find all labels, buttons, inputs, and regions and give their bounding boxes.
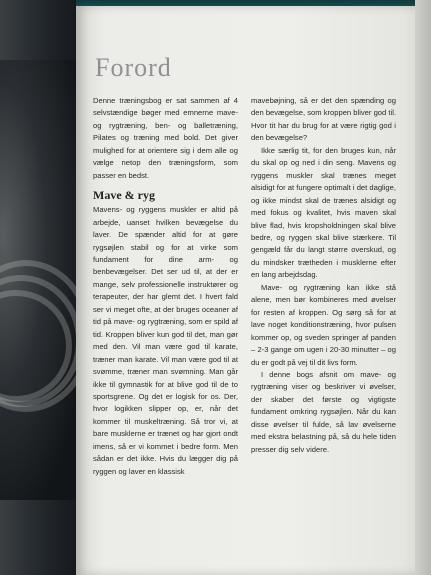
- facing-page: [0, 0, 78, 575]
- right-column: [251, 95, 396, 456]
- left-column: [93, 95, 238, 478]
- section-heading: Mave & ryg: [93, 188, 155, 203]
- body-paragraph: mavebøjning, så er det den spænding og den bevægelse, som kroppen bliver god til. Hvor tit har du brug for at være rigtig god i den bevægelse?: [251, 96, 396, 143]
- body-paragraph: Ikke særlig tit, for den bruges kun, når du skal op og ned i din seng. Mavens og ryggens muskler skal trænes meget alsidigt for at fungere optimalt i det daglige, og ikke mindst skal de trænes alsidigt og med fokus og kvalitet, hvis maven skal blive flad, hvis kropsholdningen skal blive bedre, og ryggen skal blive stærkere. Til gengæld får du langt større overskud, og du mindsker trætheden i musklerne efter en lang arbejdsdag.: [251, 145, 396, 280]
- intro-paragraph: Denne træningsbog er sat sammen af 4 selvstændige bøger med emnerne mave- og rygtræning, ben- og balletræning, Pilates og træning med bold. Det giver mulighed for at orientere sig i dem alle og vælge netop den træningsform, som passer en bedst.: [93, 96, 238, 180]
- body-paragraph: Mavens- og ryggens muskler er altid på arbejde, uanset hvilken bevægelse du laver. De spænder altid for at gøre rygsøjlen stabil og for at virke som fundament for dine arm- og benbevægelser. Det ser ud til, at der er mange, selv professionelle instruktører og terapeuter, der har glemt det. I hvert fald ser vi meget ofte, at der bruges oceaner af tid på mave- og rygtræning, som er spild af tid. Kroppen bliver kun god til det, man gør med den. Vil man være god til karate, træner man karate. Vil man være god til at svømme, træner man svømning. Man går ikke til gymnastik for at blive god til de to sportsgrene. Og det er logisk for os. Der, hvor logikken slipper op, er, når det kommer til muskeltræning. Så tror vi, at bare musklerne er trænet og har gjort ondt imens, så er vi kommet i bedre form. Men sådan er det ikke. Hvis du lægger dig på ryggen og laver en klassisk: [93, 205, 238, 476]
- page-edges: [415, 0, 431, 575]
- page-title: Forord: [95, 53, 172, 82]
- body-paragraph: I denne bogs afsnit om mave- og rygtræning viser og beskriver vi øvelser, der skaber det første og vigtigste fundament omkring rygsøjlen. Når du kan disse øvelser til fulde, så lav øvelserne med ekstra belastning på, så du hele tiden presser dig selv videre.: [251, 369, 396, 454]
- facing-page-photo: [0, 60, 78, 500]
- body-paragraph: Mave- og rygtræning kan ikke stå alene, men bør kombineres med øvelser for resten af kroppen. Og sørg så for at lave noget konditionstræning, hvor pulsen kommer op, og sveden springer af panden – 2-3 gange om ugen i 20-30 minutter – og du er godt på vej til dit livs form.: [251, 282, 396, 367]
